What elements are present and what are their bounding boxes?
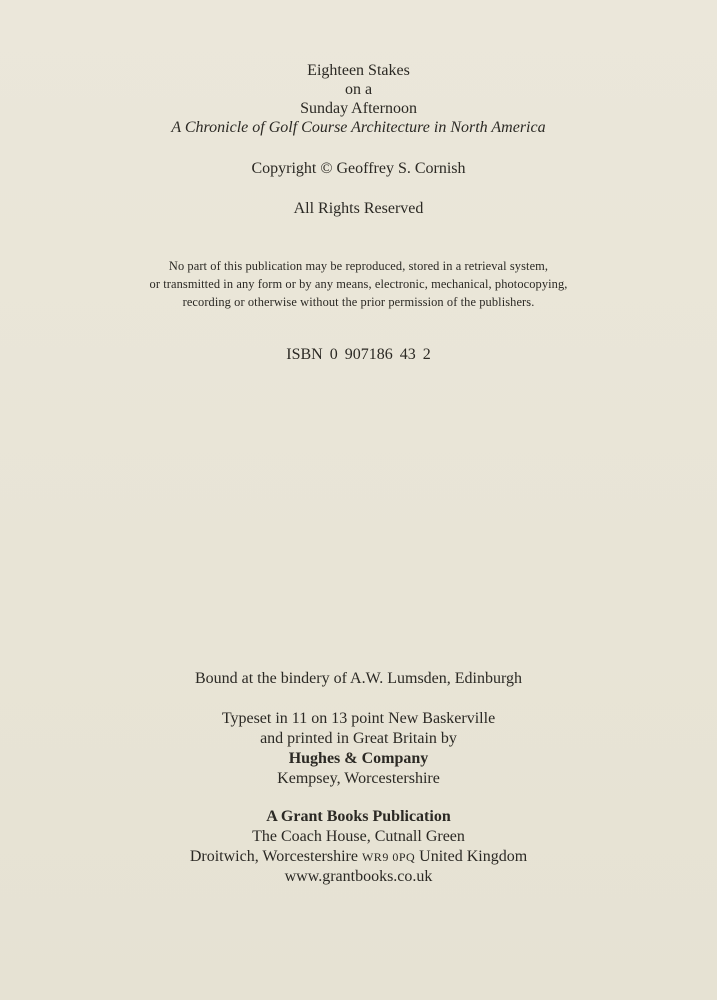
notice-line-1: No part of this publication may be reproduced, stored in a retrieval system, bbox=[168, 259, 549, 273]
printing-block bbox=[0, 709, 717, 789]
notice-line-3: recording or otherwise without the prior permission of the publishers. bbox=[182, 295, 535, 309]
publisher-name: A Grant Books Publication bbox=[266, 808, 451, 825]
title-block bbox=[0, 61, 717, 137]
title-line-2: on a bbox=[344, 81, 373, 98]
title-line-3: Sunday Afternoon bbox=[300, 100, 417, 117]
address-town: Droitwich, Worcestershire bbox=[189, 848, 358, 865]
printed-line: and printed in Great Britain by bbox=[260, 730, 457, 747]
reproduction-notice bbox=[0, 257, 717, 311]
title-line-1: Eighteen Stakes bbox=[307, 62, 410, 79]
typeset-line: Typeset in 11 on 13 point New Baskerville bbox=[221, 710, 496, 727]
publisher-address-1: The Coach House, Cutnall Green bbox=[252, 828, 465, 845]
copyright-line: Copyright © Geoffrey S. Cornish bbox=[251, 160, 466, 177]
isbn-line: ISBN 0 907186 43 2 bbox=[286, 346, 431, 363]
address-country: United Kingdom bbox=[419, 848, 528, 865]
subtitle: A Chronicle of Golf Course Architecture in North America bbox=[171, 119, 546, 136]
publisher-address-2 bbox=[0, 847, 717, 867]
rights-line: All Rights Reserved bbox=[293, 200, 424, 217]
printer-location: Kempsey, Worcestershire bbox=[277, 770, 440, 787]
address-postcode: WR9 0PQ bbox=[361, 850, 416, 864]
publisher-website: www.grantbooks.co.uk bbox=[284, 868, 433, 885]
publisher-block bbox=[0, 807, 717, 887]
notice-line-2: or transmitted in any form or by any means, electronic, mechanical, photocopying, bbox=[149, 277, 568, 291]
bindery-line: Bound at the bindery of A.W. Lumsden, Edinburgh bbox=[194, 670, 523, 687]
printer-name: Hughes & Company bbox=[288, 750, 429, 767]
